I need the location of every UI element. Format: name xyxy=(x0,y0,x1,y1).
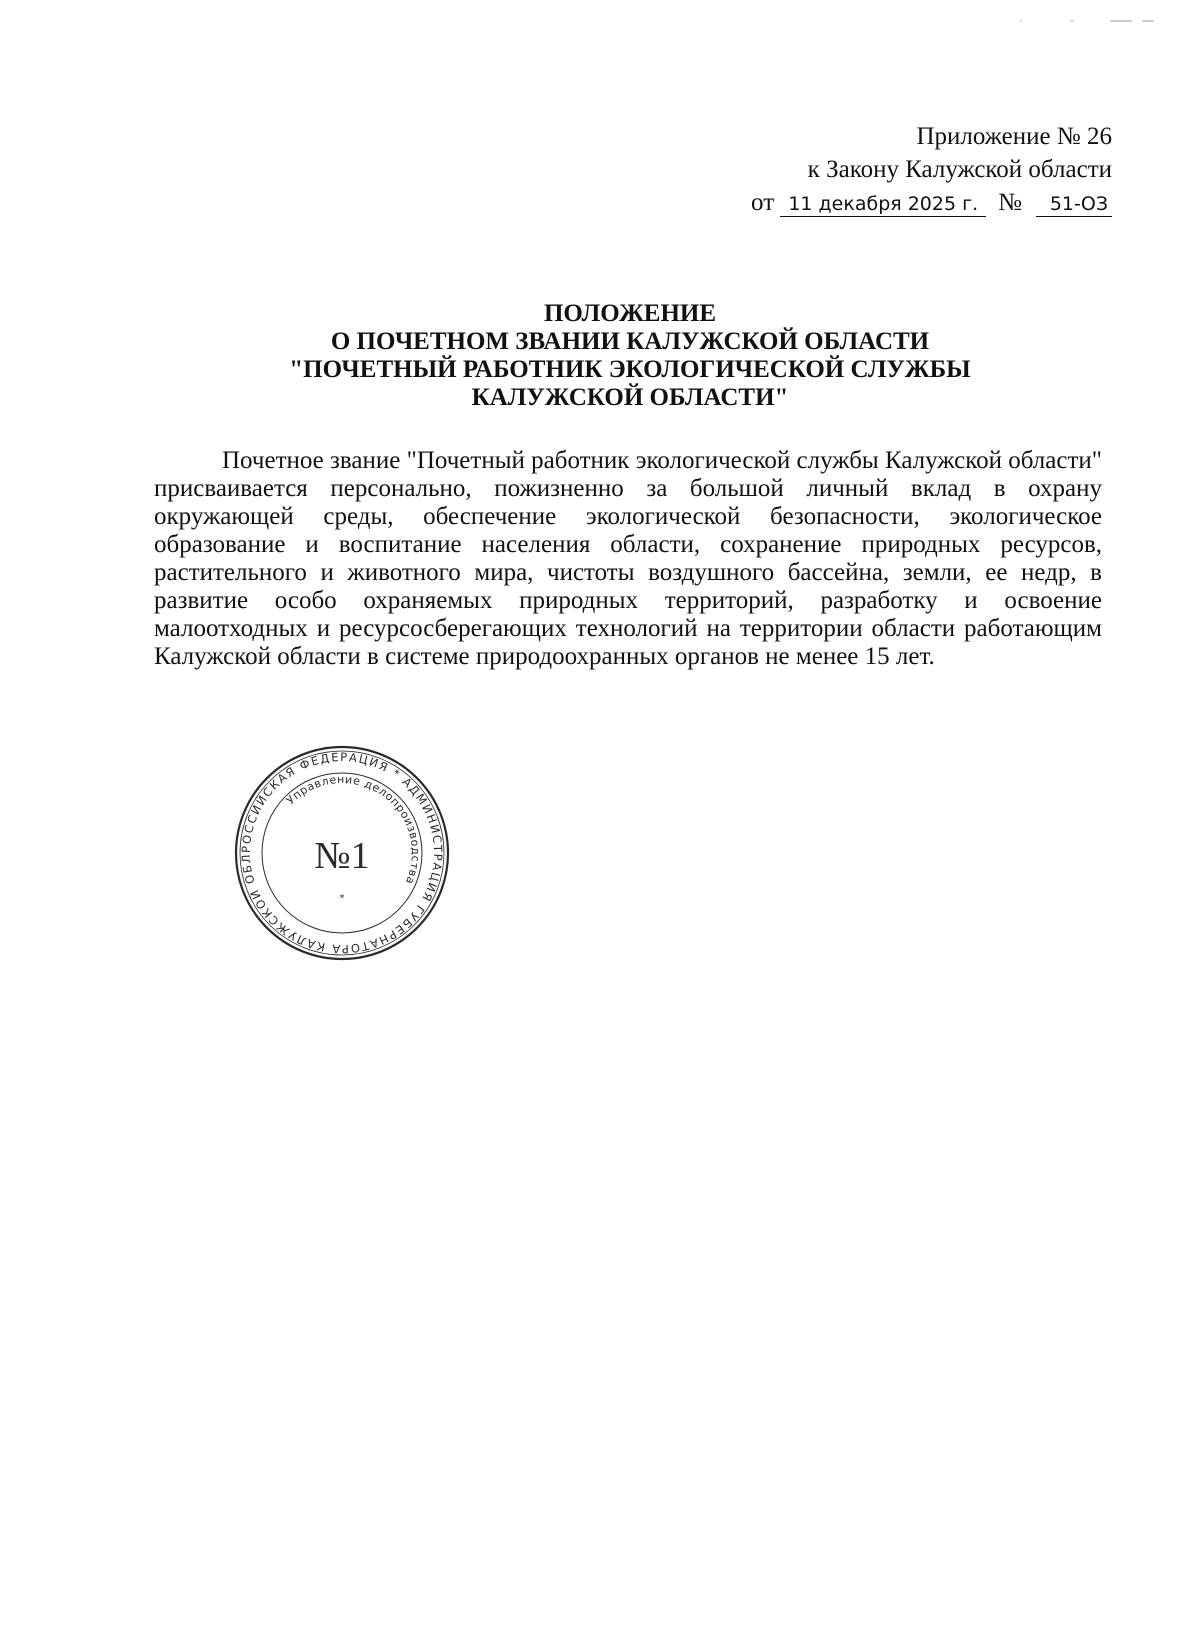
seal-graphic xyxy=(232,743,452,963)
law-date-field: 11 декабря 2025 г. xyxy=(780,192,986,217)
title-line-1: ПОЛОЖЕНИЕ xyxy=(543,300,717,327)
law-number-field: 51-ОЗ xyxy=(1036,192,1112,217)
title-line-4: КАЛУЖСКОЙ ОБЛАСТИ" xyxy=(471,384,789,411)
law-reference: к Закону Калужской области xyxy=(807,156,1112,183)
title-line-2: О ПОЧЕТНОМ ЗВАНИИ КАЛУЖСКОЙ ОБЛАСТИ xyxy=(330,328,930,355)
seal-inner-text: Управление делопроизводства xyxy=(283,772,423,887)
title-line-3: "ПОЧЕТНЫЙ РАБОТНИК ЭКОЛОГИЧЕСКОЙ СЛУЖБЫ xyxy=(289,356,971,383)
scan-artifact-marks xyxy=(870,14,1170,24)
appendix-header xyxy=(751,120,1112,219)
date-prefix: от xyxy=(751,189,775,216)
svg-text:*: * xyxy=(339,893,345,904)
document-title xyxy=(150,300,1110,412)
official-seal-stamp xyxy=(232,743,452,963)
date-number-line xyxy=(751,186,1112,219)
appendix-number: Приложение № 26 xyxy=(916,123,1112,150)
seal-outer-text: РОССИЙСКАЯ ФЕДЕРАЦИЯ * АДМИНИСТРАЦИЯ ГУБЕРНАТОРА КАЛУЖСКОЙ ОБЛ xyxy=(238,749,446,957)
number-sign: № xyxy=(998,189,1022,216)
seal-center-text: №1 xyxy=(314,835,370,877)
body-paragraph: Почетное звание "Почетный работник экологической службы Калужской области" присваивается персонально, пожизненно за большой личный вклад в охрану окружающей среды, обеспечение экологической безопасности, экологическое образование и воспитание населения области, сохранение природных ресурсов, растительного и животного мира, чистоты воздушного бассейна, земли, ее недр, в развитие особо охраняемых природных территорий, разработку и освоение малоотходных и ресурсосберегающих технологий на территории области работающим Калужской области в системе природоохранных органов не менее 15 лет. xyxy=(154,447,1102,670)
